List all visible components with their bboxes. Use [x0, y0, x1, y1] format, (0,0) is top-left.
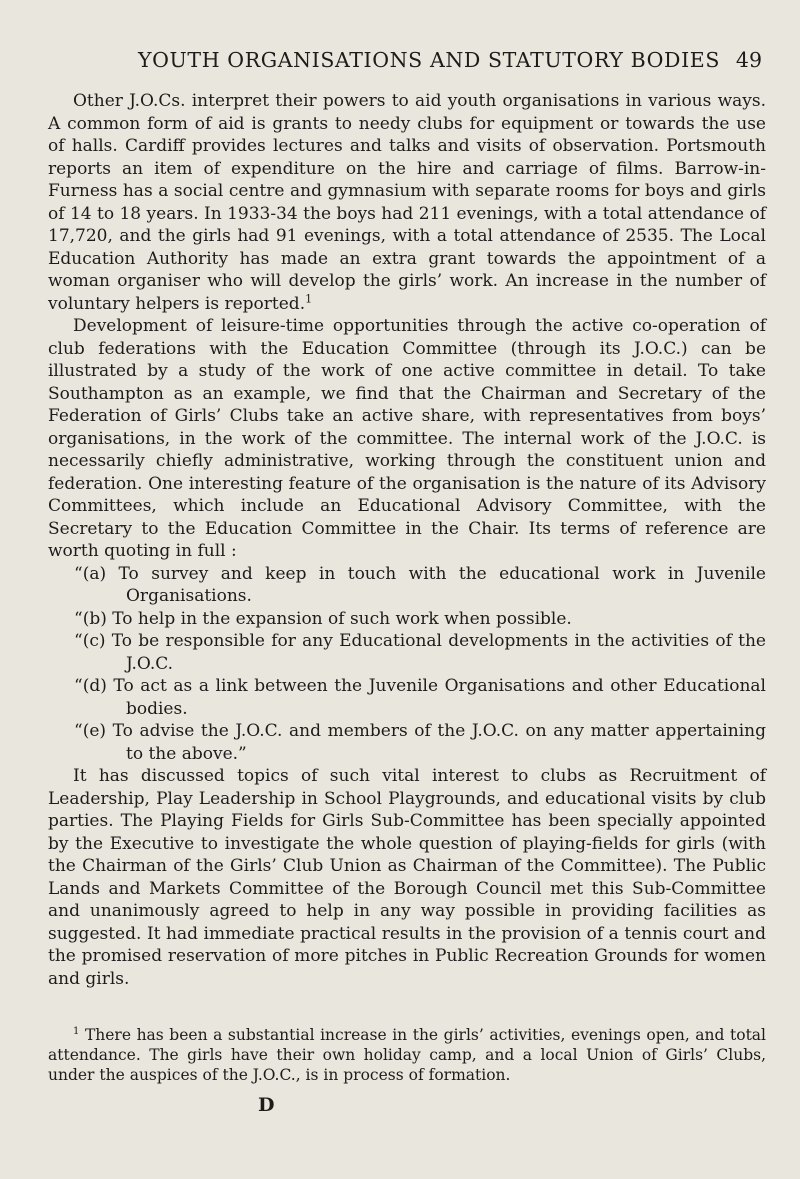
footnote [48, 1025, 766, 1085]
signature-mark: D [258, 1094, 275, 1116]
term-item-e: “(e) To advise the J.O.C. and members of the J.O.C. on any matter appertaining to the above.” [74, 721, 766, 764]
footnote-reference: 1 [305, 291, 313, 305]
running-head: YOUTH ORGANISATIONS AND STATUTORY BODIES [138, 48, 720, 72]
footnote-text: There has been a substantial increase in the girls’ activities, evenings open, and total attendance. The girls have their own holiday camp, and a local Union of Girls’ Clubs, under the auspices of the J.O.C., is in process of formation. [48, 1026, 766, 1084]
term-item-d: “(d) To act as a link between the Juvenile Organisations and other Educational bodies. [74, 676, 766, 719]
page-header [0, 40, 800, 80]
term-item-a: “(a) To survey and keep in touch with the educational work in Juvenile Organisations. [74, 563, 766, 606]
page-number: 49 [735, 48, 762, 72]
paragraph-other-jocs [48, 90, 766, 315]
terms-of-reference-list [48, 563, 766, 766]
footnote-number: 1 [73, 1025, 80, 1037]
footnote-paragraph [48, 1025, 766, 1085]
paragraph-development: Development of leisure-time opportunities through the active co-operation of club federations with the Education Committee (through its J.O.C.) can be illustrated by a study of the work of one active committee in detail. To take Southampton as an example, we find that the Chairman and Secretary of the Federation of Girls’ Clubs take an active share, with representatives from boys’ organisations, in the work of the committee. The internal work of the J.O.C. is necessarily chiefly administrative, working through the constituent union and federation. One interesting feature of the organisation is the nature of its Advisory Committees, which include an Educational Advisory Committee, with the Secretary to the Education Committee in the Chair. Its terms of reference are worth quoting in full : [48, 316, 766, 561]
term-item-b: “(b) To help in the expansion of such work when possible. [74, 608, 572, 629]
body-text [48, 90, 766, 990]
paragraph-discussed-topics: It has discussed topics of such vital interest to clubs as Recruitment of Leadership, Play Leadership in School Playgrounds, and educational visits by club parties. The Playing Fields for Girls Sub-Committee has been specially appointed by the Executive to investigate the whole question of playing-fields for girls (with the Chairman of the Girls’ Club Union as Chairman of the Committee). The Public Lands and Markets Committee of the Borough Council met this Sub-Committee and unanimously agreed to help in any way possible in providing facilities as suggested. It had immediate practical results in the provision of a tennis court and the promised reservation of more pitches in Public Recreation Grounds for women and girls. [48, 766, 766, 989]
term-item-c: “(c) To be responsible for any Educational developments in the activities of the J.O.C. [74, 631, 766, 674]
paragraph-text: Other J.O.Cs. interpret their powers to aid youth organisations in various ways. A common form of aid is grants to needy clubs for equipment or towards the use of halls. Cardiff provides lectures and talks and visits of observation. Portsmouth reports an item of expenditure on the hire and carriage of films. Barrow-in-Furness has a social centre and gymnasium with separate rooms for boys and girls of 14 to 18 years. In 1933-34 the boys had 211 evenings, with a total attendance of 17,720, and the girls had 91 evenings, with a total attendance of 2535. The Local Education Authority has made an extra grant towards the appointment of a woman organiser who will develop the girls’ work. An increase in the number of voluntary helpers is reported. [48, 91, 766, 314]
